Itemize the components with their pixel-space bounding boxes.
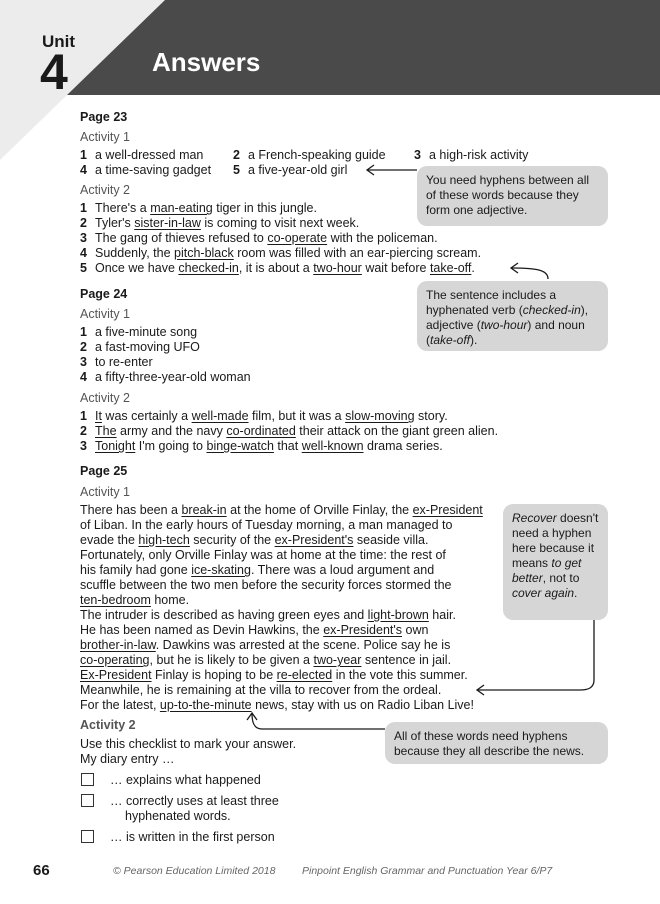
p25-a1-line: scuffle between the two men before the security forces stormed the [80,578,452,592]
p24-a1-item: 4 a fifty-three-year-old woman [80,370,251,384]
p23-a2-line: 3 The gang of thieves refused to co-operate with the policeman. [80,231,438,245]
p25-a1-line: He has been named as Devin Hawkins, the ex-President's own [80,623,429,637]
p25-a1-line: For the latest, up-to-the-minute news, stay with us on Radio Liban Live! [80,698,474,712]
page-title: Answers [152,47,261,77]
p25-a1-line: co-operating, but he is likely to be given a two-year sentence in jail. [80,653,452,667]
arrow-note1-head [367,165,374,175]
p25-a1-line: evade the high-tech security of the ex-President's seaside villa. [80,533,429,547]
p24-a2-line: 2 The army and the navy co-ordinated their attack on the giant green alien. [80,424,499,438]
p24-a2-line: 1 It was certainly a well-made film, but it was a slow-moving story. [80,409,448,423]
arrow-note4-head [247,713,257,720]
note-recover: Recover doesn't need a hyphen here because it means to get better, not to cover again. [503,504,608,620]
p23-a2-line: 1 There's a man-eating tiger in this jungle. [80,201,317,215]
p23-activity2-heading: Activity 2 [80,183,131,197]
footer-page-number: 66 [33,862,50,879]
p23-a2-line: 4 Suddenly, the pitch-black room was filled with an ear-piercing scream. [80,246,482,260]
note-adjective-hyphens: You need hyphens between all of these words because they form one adjective. [417,166,608,226]
page-23-heading: Page 23 [80,110,128,124]
unit-label: Unit [42,32,76,51]
p25-a1-line: ten-bedroom home. [80,593,190,607]
checklist-checkbox[interactable] [81,830,94,843]
p25-activity1-heading: Activity 1 [80,485,131,499]
arrow-note3 [478,620,594,690]
p24-a1-item: 3 to re-enter [80,355,153,369]
checklist-checkbox[interactable] [81,773,94,786]
p23-a1-item: 4 a time-saving gadget [80,163,212,177]
page-25-heading: Page 25 [80,464,128,478]
p24-activity2-heading: Activity 2 [80,391,131,405]
checklist-item-continued: hyphenated words. [125,809,231,823]
checklist-item: … explains what happened [110,773,261,787]
p25-a1-line: The intruder is described as having green eyes and light-brown hair. [80,608,456,622]
note-verb-adjective-noun: The sentence includes a hyphenated verb (checked-in), adjective (two-hour) and noun (take-off). [417,281,608,351]
arrow-note2-head [511,263,518,273]
p25-a1-line: of Liban. In the early hours of Tuesday morning, a man managed to [80,518,453,532]
p24-activity1-heading: Activity 1 [80,307,131,321]
p23-a1-item: 5 a five-year-old girl [233,163,348,177]
p25-a1-line: There has been a break-in at the home of Orville Finlay, the ex-President [80,503,483,517]
unit-number: 4 [40,44,68,100]
p23-a1-item: 1 a well-dressed man [80,148,204,162]
note-describe-news: All of these words need hyphens because they all describe the news. [385,722,608,764]
checklist-item: … correctly uses at least three [110,794,279,808]
footer-book-title: Pinpoint English Grammar and Punctuation Year 6/P7 [302,865,553,877]
p23-a2-line: 2 Tyler's sister-in-law is coming to visit next week. [80,216,360,230]
arrow-note3-head [477,685,484,695]
diary-intro: My diary entry … [80,752,175,766]
p23-a2-line: 5 Once we have checked-in, it is about a two-hour wait before take-off. [80,261,475,275]
checklist-checkbox[interactable] [81,794,94,807]
p25-a1-line: Meanwhile, he is remaining at the villa to recover from the ordeal. [80,683,442,697]
checklist-intro: Use this checklist to mark your answer. [80,737,297,751]
arrow-note4 [252,714,385,729]
checklist-item: … is written in the first person [110,830,275,844]
p23-activity1-heading: Activity 1 [80,130,131,144]
p23-a1-item: 2 a French-speaking guide [233,148,386,162]
p24-a1-item: 2 a fast-moving UFO [80,340,200,354]
p25-a1-line: Ex-President Finlay is hoping to be re-elected in the vote this summer. [80,668,468,682]
p25-activity2-heading: Activity 2 [80,718,136,732]
p25-a1-line: brother-in-law. Dawkins was arrested at the scene. Police say he is [80,638,451,652]
page-24-heading: Page 24 [80,287,128,301]
p25-a1-line: Fortunately, only Orville Finlay was at home at the time: the rest of [80,548,446,562]
p24-a1-item: 1 a five-minute song [80,325,198,339]
footer-copyright: © Pearson Education Limited 2018 [113,865,276,877]
p23-a1-item: 3 a high-risk activity [414,148,529,162]
p25-a1-line: his family had gone ice-skating. There was a loud argument and [80,563,435,577]
arrow-note2 [512,268,548,279]
p24-a2-line: 3 Tonight I'm going to binge-watch that well-known drama series. [80,439,443,453]
